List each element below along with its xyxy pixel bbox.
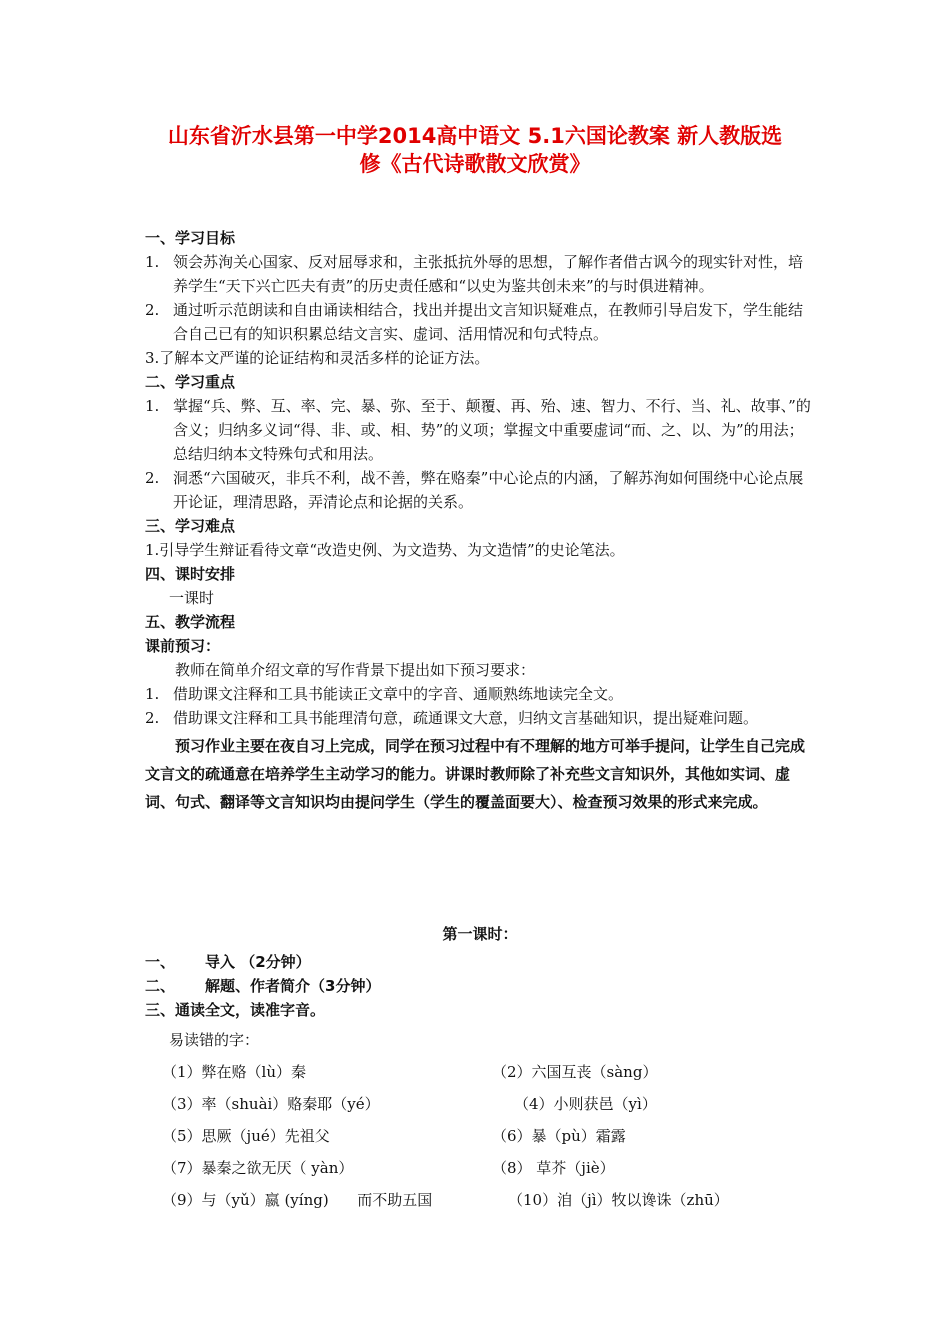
word-item: （1）弊在赂（lù）秦 [162,1063,307,1081]
word-item: （2）六国互丧（sàng） [492,1063,658,1081]
list-item [145,250,815,298]
word-item: （8） 草芥（jiè） [492,1159,615,1177]
objectives-block [145,226,815,816]
word-item: （10）洎（jì）牧以谗诛（zhū） [508,1191,729,1209]
item-number: 2. [145,469,160,487]
word-item: （6）暴（pù）霜露 [492,1127,626,1145]
item-text: 通过听示范朗读和自由诵读相结合，找出并提出文言知识疑难点，在教师引导启发下，学生能结合自己已有的知识积累总结文言实、虚词、活用情况和句式特点。 [173,301,804,343]
item-text: 借助课文注释和工具书能读正文章中的字音、通顺熟练地读完全文。 [173,685,624,703]
words-title: 易读错的字： [169,1031,260,1049]
word-item: （3）率（shuài）赂秦耶（yé） [162,1095,380,1113]
list-item [145,466,815,514]
heading-difficulties: 三、学习难点 [145,517,236,535]
item-number: 2. [145,301,160,319]
item-text: 借助课文注释和工具书能理清句意，疏通课文大意，归纳文言基础知识，提出疑难问题。 [173,709,759,727]
heading-schedule: 四、课时安排 [145,565,236,583]
lesson-section-three: 三、通读全文，读准字音。 [145,1001,326,1019]
list-item: 3.了解本文严谨的论证结构和灵活多样的论证方法。 [145,349,490,367]
heading-learning-goals: 一、学习目标 [145,229,236,247]
item-number: 1. [145,397,160,415]
item-text: 洞悉“六国破灭，非兵不利，战不善，弊在赂秦”中心论点的内涵，了解苏洵如何围绕中心论点展开论证，理清思路，弄清论点和论据的关系。 [173,469,804,511]
item-text: 领会苏洵关心国家、反对屈辱求和，主张抵抗外辱的思想，了解作者借古讽今的现实针对性，培养学生“天下兴亡匹夫有责”的历史责任感和“以史为鉴共创未来”的与时俱进精神。 [173,253,804,295]
section-text: 解题、作者简介（3分钟） [205,977,381,995]
word-row [162,1153,802,1183]
section-text: 导入 （2分钟） [205,953,311,971]
list-item: 1.引导学生辩证看待文章“改造史例、为文造势、为文造情”的史论笔法。 [145,541,625,559]
list-item [145,682,815,706]
preview-intro: 教师在简单介绍文章的写作背景下提出如下预习要求： [175,661,536,679]
word-row [162,1121,802,1151]
word-row [162,1089,802,1119]
document-title [120,122,830,178]
section-number: 一、 [145,953,176,971]
word-row [162,1185,802,1215]
word-item: （5）思厥（jué）先祖父 [162,1127,330,1145]
preview-note-paragraph: 预习作业主要在夜自习上完成，同学在预习过程中有不理解的地方可举手提问，让学生自己完成文言文的疏通意在培养学生主动学习的能力。讲课时教师除了补充些文言知识外，其他如实词、虚词、句式、翻译等文言知识均由提问学生（学生的覆盖面要大）、检查预习效果的形式来完成。 [145,737,806,811]
schedule-text: 一课时 [169,589,215,607]
lesson-section [145,950,815,974]
item-number: 2. [145,709,160,727]
section-number: 二、 [145,977,176,995]
word-item: （7）暴秦之欲无厌（ yàn） [162,1159,354,1177]
word-item: （9）与（yǔ）嬴 (yíng) 而不助五国 [162,1191,433,1209]
word-row [162,1057,802,1087]
item-text: 掌握“兵、弊、互、率、完、暴、弥、至于、颠覆、再、殆、速、智力、不行、当、礼、故事、”的含义；归纳多义词“得、非、或、相、势”的义项；掌握文中重要虚词“而、之、以、为”的用法；总结归纳本文特殊句式和用法。 [173,397,811,463]
list-item [145,706,815,730]
heading-teaching-flow: 五、教学流程 [145,613,236,631]
item-number: 1. [145,685,160,703]
title-line-2: 修《古代诗歌散文欣赏》 [359,152,591,176]
word-item: （4）小则获邑（yì） [514,1095,657,1113]
heading-preview: 课前预习： [145,637,221,655]
title-line-1: 山东省沂水县第一中学2014高中语文 5.1六国论教案 新人教版选 [167,124,783,148]
item-number: 1. [145,253,160,271]
lesson-section [145,974,815,998]
lesson-one-block [145,922,815,1052]
lesson-title: 第一课时： [442,925,518,943]
list-item [145,394,815,466]
list-item [145,298,815,346]
heading-key-points: 二、学习重点 [145,373,236,391]
